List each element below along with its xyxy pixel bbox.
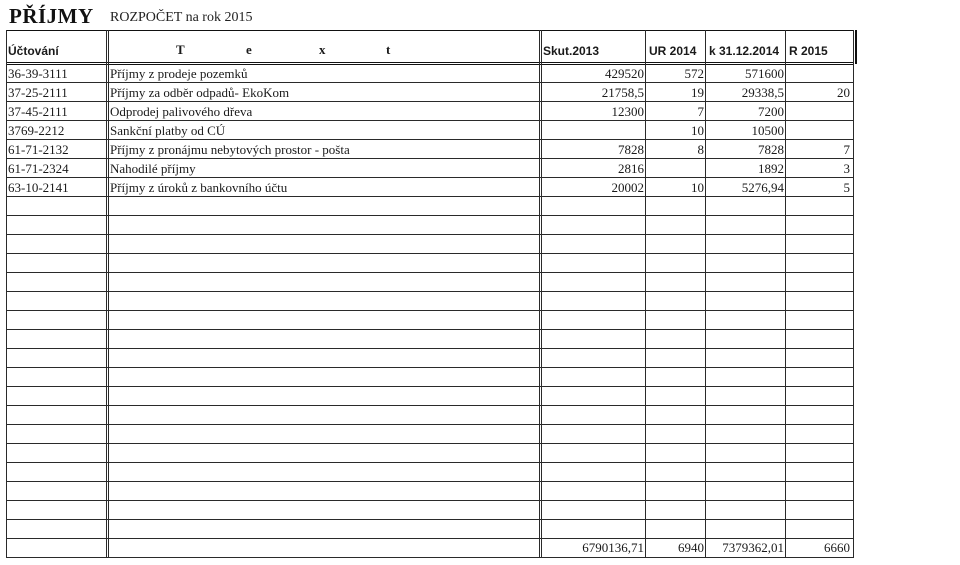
grid-vline xyxy=(645,30,646,558)
cell-k31122014: 1892 xyxy=(758,161,784,176)
page-subtitle: ROZPOČET na rok 2015 xyxy=(110,10,253,25)
cell-skut2013: 429520 xyxy=(605,66,644,81)
header-k31122014: k 31.12.2014 xyxy=(709,44,780,58)
cell-text: Nahodilé příjmy xyxy=(110,161,196,176)
cell-ur2014: 572 xyxy=(684,66,704,81)
cell-ur2014: 19 xyxy=(691,85,704,100)
cell-r2015: 7 xyxy=(843,142,850,157)
grid-vline xyxy=(541,30,542,558)
grid-hline xyxy=(6,424,854,425)
cell-r2015: 3 xyxy=(843,161,850,176)
cell-skut2013: 2816 xyxy=(618,161,644,176)
cell-ur2014 xyxy=(646,160,707,178)
header-text-letter-t2: t xyxy=(386,42,391,57)
grid-hline xyxy=(6,329,854,330)
grid-hline xyxy=(6,62,854,63)
header-text-letter-x: x xyxy=(319,42,326,57)
grid-hline xyxy=(6,367,854,368)
page-title: PŘÍJMY xyxy=(9,4,94,28)
grid-vline xyxy=(705,30,706,558)
grid-hline xyxy=(6,101,854,102)
grid-hline xyxy=(6,64,854,65)
cell-skut2013: 12300 xyxy=(611,104,644,119)
cell-account: 3769-2212 xyxy=(8,123,65,138)
grid-vline xyxy=(853,30,854,558)
cell-skut2013: 20002 xyxy=(611,180,644,195)
grid-hline xyxy=(6,158,854,159)
grid-hline xyxy=(6,196,854,197)
cell-k31122014: 5276,94 xyxy=(741,180,784,195)
grid-vline xyxy=(539,30,540,558)
header-text-letter-t: T xyxy=(176,42,185,57)
header-ur2014: UR 2014 xyxy=(649,44,697,58)
cell-skut2013 xyxy=(542,122,647,140)
grid-hline xyxy=(6,519,854,520)
grid-header-edge xyxy=(855,30,857,64)
grid-hline xyxy=(6,234,854,235)
grid-vline xyxy=(6,30,7,558)
cell-ur2014: 8 xyxy=(697,142,704,157)
grid-hline xyxy=(6,557,854,558)
cell-skut2013: 21758,5 xyxy=(601,85,644,100)
grid-hline xyxy=(6,215,854,216)
total-ur2014: 6940 xyxy=(678,540,704,555)
cell-text: Příjmy z úroků z bankovního účtu xyxy=(110,180,288,195)
cell-text: Příjmy za odběr odpadů- EkoKom xyxy=(110,85,290,100)
grid-hline xyxy=(6,310,854,311)
grid-hline xyxy=(6,177,854,178)
grid-hline xyxy=(6,253,854,254)
cell-text: Sankční platby od CÚ xyxy=(110,123,226,138)
budget-table xyxy=(6,30,854,558)
grid-hline xyxy=(6,120,854,121)
header-text-letter-e: e xyxy=(246,42,252,57)
cell-text: Příjmy z prodeje pozemků xyxy=(110,66,248,81)
cell-r2015 xyxy=(786,103,853,121)
grid-hline xyxy=(6,386,854,387)
cell-account: 36-39-3111 xyxy=(8,66,68,81)
grid-hline xyxy=(6,500,854,501)
grid-hline xyxy=(6,82,854,83)
total-r2015: 6660 xyxy=(824,540,850,555)
cell-text: Příjmy z pronájmu nebytových prostor - pošta xyxy=(110,142,350,157)
cell-text: Odprodej palivového dřeva xyxy=(110,104,253,119)
cell-k31122014: 571600 xyxy=(745,66,784,81)
cell-ur2014: 10 xyxy=(691,180,704,195)
grid-hline xyxy=(6,443,854,444)
header-account: Účtování xyxy=(8,44,59,58)
total-skut2013: 6790136,71 xyxy=(582,540,644,555)
cell-r2015: 5 xyxy=(843,180,850,195)
cell-k31122014: 10500 xyxy=(751,123,784,138)
total-k31122014: 7379362,01 xyxy=(722,540,784,555)
cell-skut2013: 7828 xyxy=(618,142,644,157)
header-skut2013: Skut.2013 xyxy=(543,44,600,58)
grid-hline xyxy=(6,462,854,463)
grid-hline xyxy=(6,481,854,482)
cell-account: 61-71-2132 xyxy=(8,142,69,157)
grid-hline xyxy=(6,272,854,273)
cell-k31122014: 7828 xyxy=(758,142,784,157)
cell-k31122014: 7200 xyxy=(758,104,784,119)
cell-r2015 xyxy=(786,122,853,140)
grid-hline xyxy=(6,139,854,140)
grid-vline xyxy=(106,30,107,558)
cell-account: 61-71-2324 xyxy=(8,161,69,176)
grid-vline xyxy=(108,30,109,558)
grid-hline xyxy=(6,30,854,31)
cell-account: 37-45-2111 xyxy=(8,104,68,119)
grid-vline xyxy=(785,30,786,558)
cell-ur2014: 7 xyxy=(697,104,704,119)
grid-hline xyxy=(6,348,854,349)
header-r2015: R 2015 xyxy=(789,44,828,58)
cell-account: 37-25-2111 xyxy=(8,85,68,100)
cell-account: 63-10-2141 xyxy=(8,180,69,195)
grid-hline xyxy=(6,291,854,292)
cell-ur2014: 10 xyxy=(691,123,704,138)
cell-k31122014: 29338,5 xyxy=(741,85,784,100)
cell-r2015: 20 xyxy=(837,85,850,100)
grid-hline xyxy=(6,405,854,406)
cell-r2015 xyxy=(786,65,853,83)
